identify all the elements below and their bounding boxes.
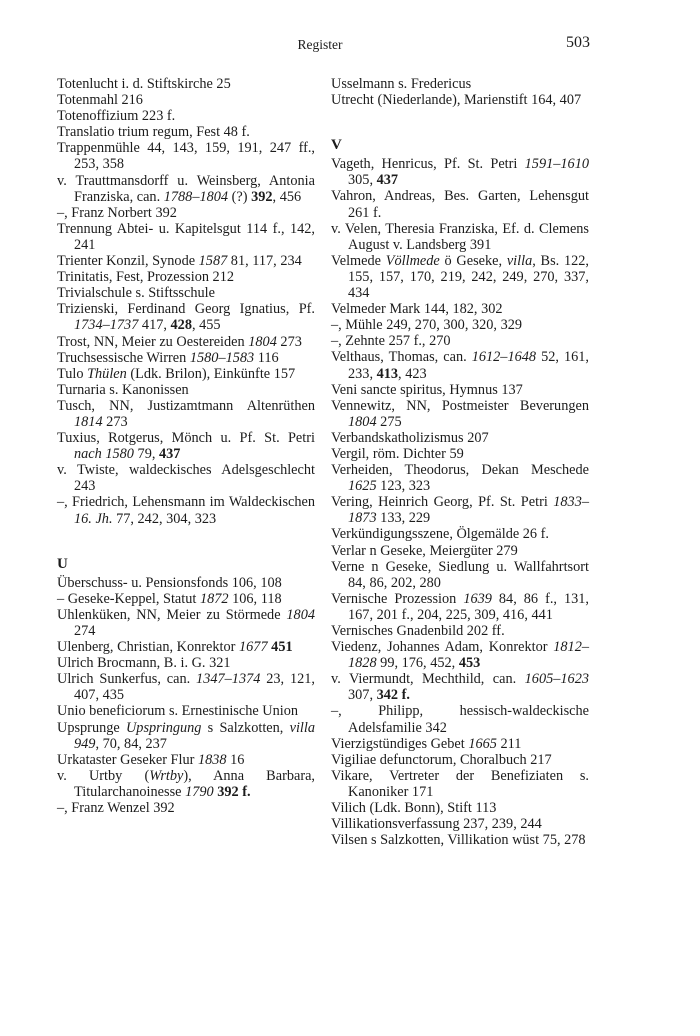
index-entry — [331, 752, 589, 768]
entry-text: –, Zehnte 257 f., 270 — [331, 333, 451, 350]
entry-bold-page: 451 — [271, 639, 293, 656]
index-entry — [57, 205, 315, 221]
index-entry — [331, 221, 589, 253]
entry-text: Verne n Geseke, Siedlung u. Wallfahrtsort 84, 86, 202, 280 — [331, 558, 589, 591]
entry-text: Villikationsverfassung 237, 239, 244 — [331, 816, 542, 833]
index-entry — [331, 543, 589, 559]
entry-text: , 455 — [191, 317, 221, 334]
index-entry — [57, 591, 315, 607]
index-entry — [331, 591, 589, 623]
entry-text: Turnaria s. Kanonissen — [57, 381, 189, 398]
entry-text: 305, — [348, 172, 377, 189]
index-column-left — [57, 76, 315, 816]
index-entry — [331, 317, 589, 333]
entry-text: Tulo — [57, 365, 88, 382]
entry-italic-text: 1814 — [74, 413, 103, 430]
index-entry — [331, 462, 589, 494]
entry-text: Verheiden, Theodorus, Dekan Meschede — [331, 462, 589, 479]
entry-text: Totenmahl 216 — [57, 92, 143, 109]
entry-text: Velthaus, Thomas, can. — [331, 349, 472, 366]
index-entry — [57, 221, 315, 253]
index-entry — [57, 494, 315, 526]
entry-text: 23, 121, 407, 435 — [74, 671, 315, 704]
entry-text: s Salzkotten, — [201, 719, 290, 736]
entry-text: Überschuss- u. Pensionsfonds 106, 108 — [57, 574, 282, 591]
entry-text: 16 — [226, 751, 245, 768]
index-entry — [57, 430, 315, 462]
entry-text: , 423 — [398, 365, 427, 382]
entry-text: Vierzigstündiges Gebet — [331, 735, 469, 752]
entry-text: Vergil, röm. Dichter 59 — [331, 445, 464, 462]
index-entry — [57, 140, 315, 172]
entry-italic-text: 1804 — [286, 606, 315, 623]
entry-text: Trienter Konzil, Synode — [57, 253, 199, 270]
index-entry — [57, 768, 315, 800]
index-entry — [331, 446, 589, 462]
index-entry — [57, 398, 315, 430]
index-entry — [331, 349, 589, 381]
entry-text: Vering, Heinrich Georg, Pf. St. Petri — [331, 494, 554, 511]
entry-text: v. Trauttmansdorff u. Weinsberg, Antonia Franziska, can. — [57, 172, 315, 205]
entry-text: v. Viermundt, Mechthild, can. — [331, 671, 525, 688]
index-entry — [57, 301, 315, 333]
index-entry — [331, 800, 589, 816]
entry-text: 79, — [133, 446, 159, 463]
entry-italic-text: Völlmede — [385, 252, 440, 269]
entry-text: 84, 86 f., 131, 167, 201 f., 204, 225, 309, 416, 441 — [348, 590, 589, 623]
entry-text: – Geseke-Keppel, Statut — [57, 590, 200, 607]
entry-text: 275 — [376, 413, 402, 430]
entry-text: Vikare, Vertreter der Benefiziaten s. Kanoniker 171 — [331, 767, 589, 800]
entry-text: 211 — [496, 735, 522, 752]
index-entry — [331, 736, 589, 752]
entry-text: Vernische Prozession — [331, 590, 464, 607]
entry-text: Utrecht (Niederlande), Marienstift 164, 407 — [331, 92, 582, 109]
entry-text: Vennewitz, NN, Postmeister Beverungen — [331, 397, 589, 414]
index-entry — [57, 124, 315, 140]
index-entry — [331, 253, 589, 301]
index-entry — [57, 92, 315, 108]
index-entry — [57, 720, 315, 752]
entry-text: –, Philipp, hessisch-waldeckische Adelsfamilie 342 — [331, 703, 589, 736]
index-entry — [57, 462, 315, 494]
index-entry — [57, 639, 315, 655]
entry-text: ), Anna Barbara, Titularchanoinesse — [74, 767, 316, 800]
entry-text: Verkündigungsszene, Ölgemälde 26 f. — [331, 526, 549, 543]
entry-italic-text: nach 1580 — [74, 446, 134, 463]
entry-bold-page: 437 — [159, 446, 181, 463]
entry-bold-page: 342 f. — [376, 687, 410, 704]
entry-italic-text: 1804 — [248, 333, 277, 350]
entry-text: Upsprunge — [57, 719, 126, 736]
index-entry — [331, 156, 589, 188]
entry-text: , 70, 84, 237 — [95, 735, 167, 752]
index-entry — [331, 382, 589, 398]
entry-bold-page: 392 — [251, 188, 273, 205]
entry-text: Ulenberg, Christian, Konrektor — [57, 639, 239, 656]
entry-text: –, Franz Wenzel 392 — [57, 800, 175, 817]
entry-text: 417, — [138, 317, 171, 334]
index-entry — [331, 559, 589, 591]
entry-text: Verlar n Geseke, Meiergüter 279 — [331, 542, 518, 559]
entry-text: 116 — [254, 349, 279, 366]
section-letter: U — [57, 555, 68, 572]
entry-text: Unio beneficiorum s. Ernestinische Union — [57, 703, 299, 720]
entry-italic-text: 1665 — [468, 735, 497, 752]
entry-text: , Bs. 122, 155, 157, 170, 219, 242, 249, 270, 337, 434 — [348, 252, 589, 302]
index-entry — [57, 382, 315, 398]
entry-text: (?) — [228, 188, 252, 205]
entry-text: Trennung Abtei- u. Kapitelsgut 114 f., 142, 241 — [57, 220, 315, 253]
entry-italic-text: Thülen — [87, 365, 127, 382]
entry-text: Trinitatis, Fest, Prozession 212 — [57, 269, 235, 286]
entry-text: Tuxius, Rotgerus, Mönch u. Pf. St. Petri — [57, 430, 315, 447]
index-entry — [331, 768, 589, 800]
entry-text: –, Mühle 249, 270, 300, 320, 329 — [331, 317, 523, 334]
entry-italic-text: 1838 — [197, 751, 227, 768]
index-entry — [57, 350, 315, 366]
entry-bold-page: 453 — [458, 655, 481, 672]
entry-text: Trappenmühle 44, 143, 159, 191, 247 ff., 253, 358 — [57, 140, 315, 173]
entry-italic-text: 1612–1648 — [471, 349, 537, 366]
entry-text: 99, 176, 452, — [376, 655, 459, 672]
entry-text: Truchsessische Wirren — [57, 349, 190, 366]
index-entry — [331, 816, 589, 832]
index-entry — [57, 607, 315, 639]
entry-text: 77, 242, 304, 323 — [112, 510, 217, 527]
entry-text: Velmeder Mark 144, 182, 302 — [331, 301, 503, 318]
index-entry — [331, 430, 589, 446]
entry-italic-text: 1872 — [199, 590, 229, 607]
section-spacer — [331, 108, 589, 123]
entry-text: 106, 118 — [228, 590, 282, 607]
index-entry — [331, 623, 589, 639]
index-entry — [331, 333, 589, 349]
index-entry — [57, 800, 315, 816]
entry-italic-text: 1347–1374 — [196, 671, 261, 688]
entry-italic-text: 1591–1610 — [524, 156, 589, 173]
entry-text: Vageth, Henricus, Pf. St. Petri — [331, 156, 525, 173]
entry-italic-text: Wrtby — [149, 767, 184, 784]
entry-italic-text: Upspringung — [125, 719, 202, 736]
entry-italic-text: 1790 — [185, 783, 214, 800]
index-entry — [57, 334, 315, 350]
entry-text: (Ldk. Brilon), Einkünfte 157 — [126, 365, 296, 382]
entry-text: , 456 — [272, 188, 302, 205]
index-entry — [57, 575, 315, 591]
entry-text: 52, 161, 233, — [348, 349, 589, 382]
section-spacer — [57, 527, 315, 542]
entry-italic-text: 1677 — [239, 639, 268, 656]
entry-text: Viedenz, Johannes Adam, Konrektor — [331, 639, 554, 656]
entry-text: ö Geseke, — [439, 252, 507, 269]
entry-text: v. Urtby ( — [57, 767, 150, 784]
entry-text: Tusch, NN, Justizamtmann Altenrüthen — [57, 397, 315, 414]
entry-italic-text: 1804 — [348, 413, 377, 430]
entry-italic-text: 1788–1804 — [163, 188, 229, 205]
section-letter: V — [331, 137, 342, 154]
index-entry — [331, 188, 589, 220]
entry-italic-text: 1605–1623 — [524, 671, 589, 688]
entry-text: 273 — [276, 333, 302, 350]
index-entry — [57, 703, 315, 719]
index-entry — [331, 703, 589, 735]
entry-bold-page: 428 — [170, 317, 192, 334]
entry-bold-page: 392 f. — [217, 783, 251, 800]
entry-text: Ulrich Brocmann, B. i. G. 321 — [57, 655, 231, 672]
page-number: 503 — [566, 34, 590, 51]
index-entry — [57, 655, 315, 671]
entry-bold-page: 437 — [376, 172, 399, 189]
entry-text: Vigiliae defunctorum, Choralbuch 217 — [331, 751, 552, 768]
index-entry — [57, 269, 315, 285]
index-entry — [331, 526, 589, 542]
entry-bold-page: 413 — [376, 365, 399, 382]
entry-text: –, Friedrich, Lehensmann im Waldeckischen — [57, 494, 315, 511]
entry-text: Velmede — [331, 252, 386, 269]
entry-text: Trivialschule s. Stiftsschule — [57, 285, 215, 302]
entry-text: Totenlucht i. d. Stiftskirche 25 — [57, 76, 231, 92]
entry-italic-text: 1587 — [198, 253, 228, 270]
entry-text: Vilsen s Salzkotten, Villikation wüst 75, 278 — [331, 832, 586, 849]
entry-text: Veni sancte spiritus, Hymnus 137 — [331, 381, 523, 398]
index-entry — [57, 285, 315, 301]
index-entry — [331, 398, 589, 430]
entry-text: 133, 229 — [376, 510, 431, 527]
entry-text: Trizienski, Ferdinand Georg Ignatius, Pf. — [57, 301, 315, 318]
entry-text: v. Twiste, waldeckisches Adelsgeschlecht 243 — [57, 462, 315, 495]
entry-text: Ulrich Sunkerfus, can. — [57, 671, 197, 688]
entry-text: Verbandskatholizismus 207 — [331, 429, 489, 446]
entry-italic-text: 1812–1828 — [348, 639, 589, 672]
entry-text: Vernisches Gnadenbild 202 ff. — [331, 623, 505, 639]
entry-text: Translatio trium regum, Fest 48 f. — [57, 124, 250, 141]
entry-text: 274 — [74, 623, 96, 639]
index-entry — [331, 671, 589, 703]
index-entry — [331, 639, 589, 671]
entry-italic-text: 1625 — [348, 478, 377, 495]
entry-italic-text: 1639 — [463, 590, 492, 607]
entry-text: 307, — [348, 687, 377, 704]
entry-italic-text: 1580–1583 — [189, 349, 255, 366]
entry-text: 123, 323 — [376, 478, 431, 495]
entry-italic-text: 1734–1737 — [74, 317, 139, 334]
entry-text: v. Velen, Theresia Franziska, Ef. d. Clemens August v. Landsberg 391 — [331, 220, 589, 253]
running-header: Register — [297, 37, 343, 52]
index-entry — [57, 76, 315, 92]
entry-italic-text: 16. Jh. — [74, 510, 113, 527]
entry-text: 273 — [102, 413, 128, 430]
index-entry — [57, 108, 315, 124]
index-entry — [57, 253, 315, 269]
index-entry — [57, 752, 315, 768]
index-entry — [57, 366, 315, 382]
index-entry — [331, 92, 589, 108]
entry-text: Vilich (Ldk. Bonn), Stift 113 — [331, 800, 497, 817]
entry-italic-text: villa 949 — [74, 719, 316, 752]
index-entry — [57, 173, 315, 205]
index-entry — [331, 494, 589, 526]
index-entry — [331, 301, 589, 317]
entry-text: Trost, NN, Meier zu Oestereiden — [57, 333, 249, 350]
entry-text: Uhlenküken, NN, Meier zu Störmede — [57, 606, 287, 623]
index-entry — [57, 671, 315, 703]
index-entry — [331, 76, 589, 92]
entry-text: Usselmann s. Fredericus — [331, 76, 472, 92]
entry-text: 81, 117, 234 — [227, 253, 302, 270]
entry-text: Vahron, Andreas, Bes. Garten, Lehensgut 261 f. — [331, 188, 589, 221]
index-entry — [331, 832, 589, 848]
index-column-right — [331, 76, 589, 848]
entry-italic-text: 1833–1873 — [348, 494, 589, 527]
entry-text: Urkataster Geseker Flur — [57, 751, 198, 768]
entry-italic-text: villa — [506, 252, 533, 269]
entry-text: –, Franz Norbert 392 — [57, 204, 177, 221]
entry-text: Totenoffizium 223 f. — [57, 108, 176, 125]
